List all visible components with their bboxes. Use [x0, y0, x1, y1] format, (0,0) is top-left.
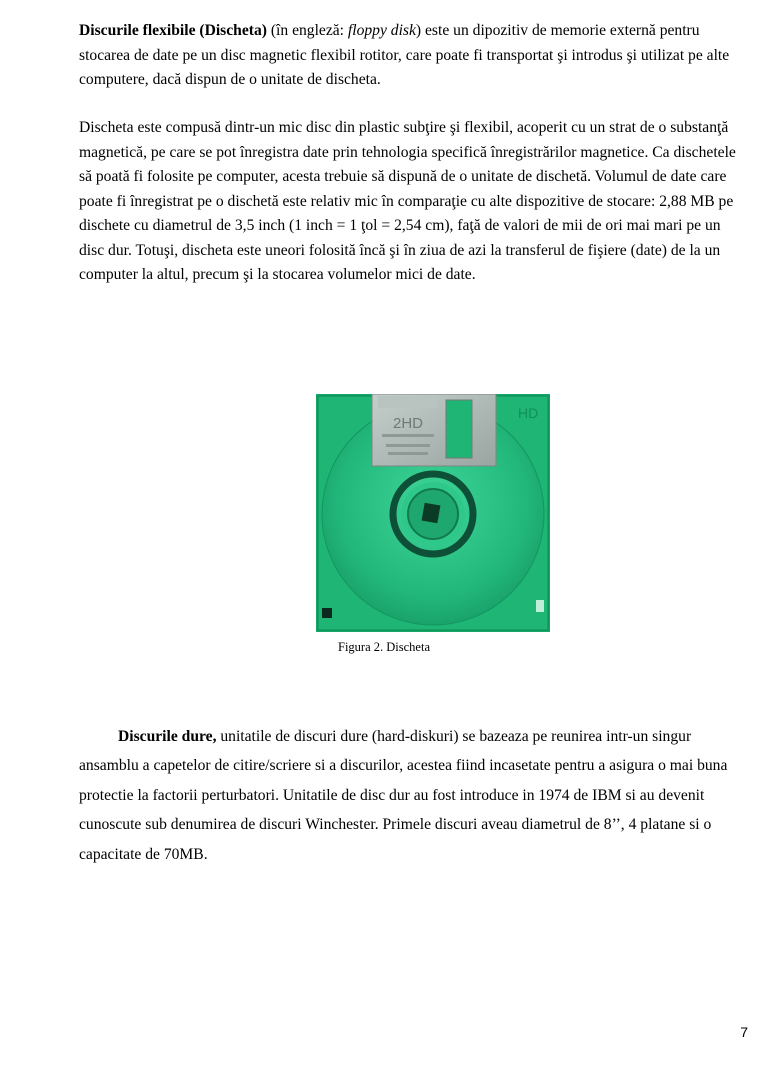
page-number: 7 [740, 1024, 748, 1040]
term-hard-disks: Discurile dure, [118, 728, 217, 745]
paragraph-hard-disks [79, 722, 747, 869]
p3-text: unitatile de discuri dure (hard-diskuri) se bazeaza pe reunirea intr-un singur ansamblu a capetelor de citire/scriere si a discurilor, acestea fiind incasetate pentru a asigura o mai buna protectie la factorii perturbatori. Unitatile de disc dur au fost introduce in 1974 de IBM si au devenit cunoscute sub denumirea de discuri Winchester. Primele discuri aveau diametrul de 8’’, 4 platane si o capacitate de 70MB. [79, 728, 728, 863]
figure-caption: Figura 2. Discheta [338, 640, 430, 654]
term-floppy: Discurile flexibile (Discheta) [79, 22, 267, 39]
paragraph-floppy-details: Discheta este compusă dintr-un mic disc din plastic subţire şi flexibil, acoperit cu un strat de o substanţă magnetică, pe care se pot înregistra date prin tehnologia specifică înregistrărilor magnetice. Ca dischetele să poată fi folosite pe computer, acesta trebuie să dispună de o unitate de dischetă. Volumul de date care poate fi înregistrat pe o dischetă este relativ mic în comparaţie cu alte dispozitive de stocare: 2,88 MB pe dischete cu diametrul de 3,5 inch (1 inch = 1 ţol = 2,54 cm), faţă de valori de mii de ori mai mari pe un disc dur. Totuşi, discheta este uneori folosită încă şi în ziua de azi la transferul de fişiere (date) de la un computer la altul, precum şi la stocarea volumelor mici de date. [79, 119, 736, 283]
floppy-disk-image [316, 394, 550, 632]
label-2hd: 2HD [392, 415, 424, 432]
label-hd: HD [518, 405, 539, 421]
p1-post: ) este un dipozitiv de memorie externă pentru stocarea de date pe un disc magnetic flexibil rotitor, care poate fi transportat şi introdus şi utilizat pe alte computere, dacă dispun de o unitate de discheta. [79, 22, 730, 88]
paragraph-floppy-intro [79, 19, 747, 93]
term-floppy-en: floppy disk [347, 22, 416, 39]
p1-pre: (în engleză: [266, 22, 348, 39]
